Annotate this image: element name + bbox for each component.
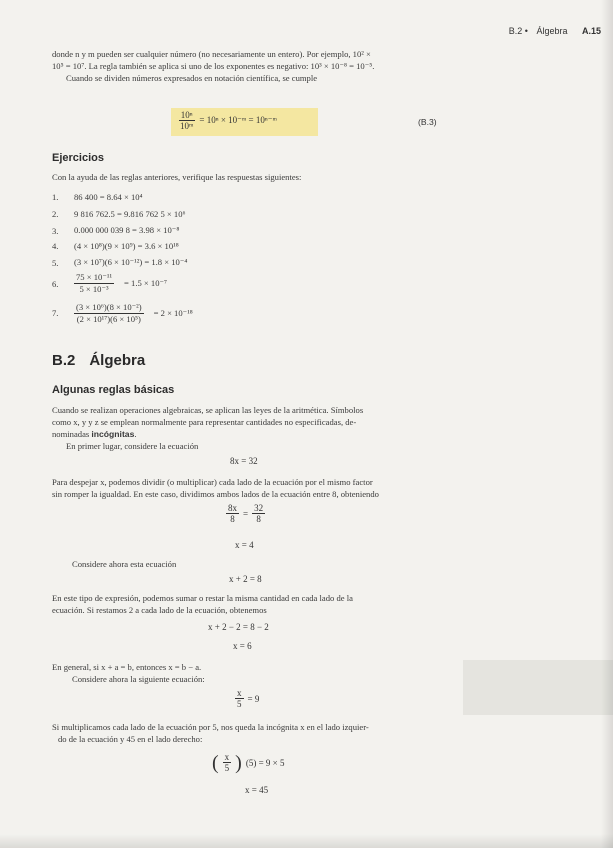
equation-b3-denominator: 10ᵐ [180, 121, 194, 131]
exercise-item [52, 257, 187, 268]
paragraph-line: Considere ahora esta ecuación [72, 559, 177, 569]
paragraph-line: sin romper la igualdad. En este caso, dividimos ambos lados de la ecuación entre 8, obteniendo [52, 489, 379, 499]
equation-2-left-fraction [226, 503, 239, 524]
paragraph-line: Si multiplicamos cada lado de la ecuación por 5, nos queda la incógnita x en el lado izquier- [52, 722, 369, 732]
exercise-denominator: (2 × 10¹⁷)(6 × 10⁵) [76, 314, 141, 324]
equation-9: x = 45 [245, 785, 269, 795]
exercise-item [52, 225, 179, 236]
paragraph-line: En primer lugar, considere la ecuación [66, 441, 199, 451]
equation-7-numerator: x [237, 688, 242, 698]
equation-b3 [178, 110, 277, 131]
exercise-number: 7. [52, 308, 59, 318]
intro-line-3: Cuando se dividen números expresados en notación científica, se cumple [66, 73, 318, 83]
page-shadow-strip [463, 660, 613, 715]
exercise-text: 86 400 = 8.64 × 10⁴ [74, 192, 143, 202]
exercise-denominator: 5 × 10⁻³ [79, 284, 109, 294]
equation-2-right-numerator: 32 [254, 503, 264, 513]
exercise-number: 2. [52, 209, 59, 219]
running-head-section: B.2 [508, 26, 523, 36]
page-bottom-shade [0, 834, 613, 848]
paragraph-line: ecuación. Si restamos 2 a cada lado de la ecuación, obtenemos [52, 605, 267, 615]
exercise-number: 4. [52, 241, 59, 251]
equation-8-numerator: x [224, 752, 230, 762]
paragraph-line: Para despejar x, podemos dividir (o multiplicar) cada lado de la ecuación por el mismo factor [52, 477, 373, 487]
equation-2-equals: = [243, 508, 249, 519]
paragraph-line: Cuando se realizan operaciones algebraicas, se aplican las leyes de la aritmética. Símbolos [52, 405, 364, 415]
exercise-fraction [74, 302, 144, 324]
equation-2-right-fraction [252, 503, 265, 524]
equation-1: 8x = 32 [230, 456, 258, 466]
exercise-item [52, 302, 193, 324]
section-number: B.2 [52, 352, 76, 369]
equation-2-left-denominator: 8 [230, 514, 235, 524]
equation-8: ( $\frac{x}{5}$ ) (5) = 9 × 5 [212, 751, 285, 774]
intro-line-2: 10⁵ = 10⁷. La regla también se aplica si uno de los exponentes es negativo: 10³ × 10⁻⁸ = 10⁻⁵. [52, 61, 375, 71]
equation-b3-fraction [178, 110, 195, 131]
ejercicios-intro: Con la ayuda de las reglas anteriores, verifique las respuestas siguientes: [52, 172, 302, 182]
running-head: B.2 • Álgebra A.15 [508, 26, 601, 36]
exercise-number: 5. [52, 257, 59, 268]
paragraph-line: En general, si x + a = b, entonces x = b − a. [52, 662, 202, 672]
equation-4: x + 2 = 8 [229, 574, 262, 584]
equation-7-fraction [235, 688, 244, 709]
exercise-item [52, 192, 143, 202]
intro-line-1: donde n y m pueden ser cualquier número (no necesariamente un entero). Por ejemplo, 10² × [52, 49, 371, 59]
equation-2-right-denominator: 8 [256, 514, 261, 524]
exercise-result: = 1.5 × 10⁻⁷ [124, 278, 168, 288]
exercise-text: 0.000 000 039 8 = 3.98 × 10⁻⁸ [74, 225, 180, 235]
paragraph-line [52, 429, 137, 440]
equation-6: x = 6 [233, 641, 252, 651]
exercise-item [52, 272, 167, 295]
exercise-item [52, 209, 186, 219]
page-edge-shadow [601, 0, 613, 848]
equation-8-fraction [223, 752, 232, 773]
exercise-number: 6. [52, 278, 59, 289]
paragraph-line: En este tipo de expresión, podemos sumar o restar la misma cantidad en cada lado de la [52, 593, 353, 603]
ejercicios-heading: Ejercicios [52, 152, 104, 164]
exercise-text: (3 × 10⁷)(6 × 10⁻¹²) = 1.8 × 10⁻⁴ [74, 257, 188, 267]
paragraph-line: do de la ecuación y 45 en el lado derecho: [58, 734, 203, 744]
exercise-numerator: 75 × 10⁻¹¹ [76, 272, 113, 282]
exercise-numerator: (3 × 10⁶)(8 × 10⁻²) [76, 302, 142, 312]
equation-b3-label: (B.3) [418, 117, 437, 127]
paragraph-text: . [134, 429, 137, 439]
equation-7-rhs: = 9 [247, 693, 260, 704]
exercise-number: 3. [52, 225, 59, 236]
exercise-text: 9 816 762.5 = 9.816 762 5 × 10⁶ [74, 209, 186, 219]
equation-8-rhs: (5) = 9 × 5 [245, 757, 285, 768]
exercise-fraction [74, 272, 114, 295]
subsection-heading: Algunas reglas básicas [52, 384, 175, 396]
exercise-item [52, 241, 179, 251]
equation-5: x + 2 − 2 = 8 − 2 [208, 622, 269, 632]
paragraph-line: Considere ahora la siguiente ecuación: [72, 674, 205, 684]
equation-8-denominator: 5 [224, 763, 230, 773]
keyword-incognitas: incógnitas [91, 429, 135, 439]
page-number: A.15 [581, 26, 601, 36]
equation-2 [226, 503, 265, 524]
equation-b3-numerator: 10ⁿ [180, 110, 193, 120]
equation-7-denominator: 5 [237, 699, 242, 709]
exercise-number: 1. [52, 192, 59, 202]
paragraph-line: como x, y y z se emplean normalmente para representar cantidades no especificadas, de- [52, 417, 357, 427]
exercise-text: (4 × 10⁸)(9 × 10⁹) = 3.6 × 10¹⁸ [74, 241, 179, 251]
equation-2-left-numerator: 8x [228, 503, 237, 513]
equation-3: x = 4 [235, 540, 254, 550]
paragraph-text: nominadas [52, 429, 92, 439]
running-head-title: Álgebra [536, 26, 568, 36]
exercise-result: = 2 × 10⁻¹⁸ [153, 307, 193, 318]
section-title: Álgebra [89, 352, 146, 369]
equation-7 [235, 688, 259, 709]
section-heading [52, 352, 145, 369]
equation-b3-rhs: = 10ⁿ × 10⁻ᵐ = 10ⁿ⁻ᵐ [199, 115, 277, 125]
